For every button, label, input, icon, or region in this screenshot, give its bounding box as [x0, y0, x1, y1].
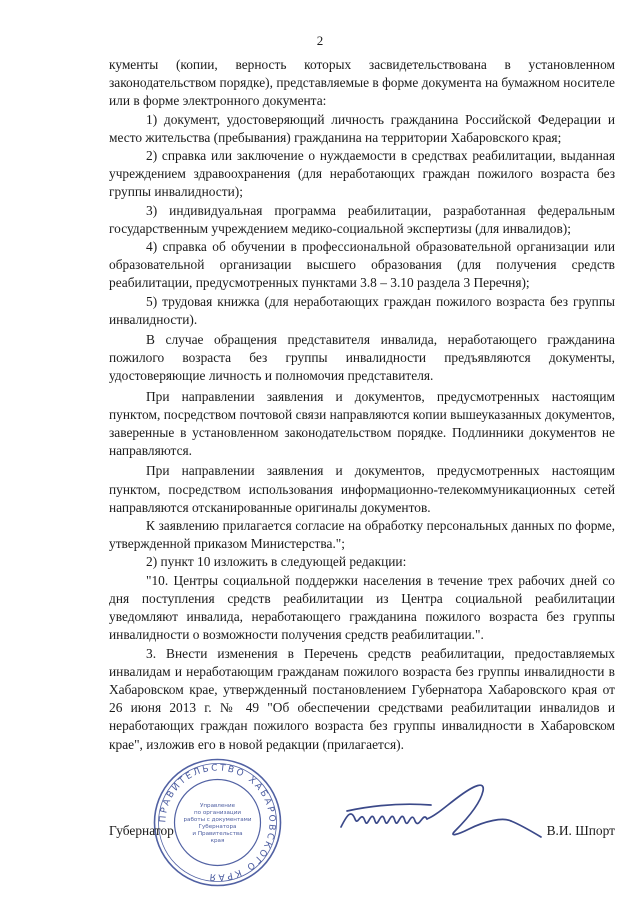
paragraph-continuation: кументы (копии, верность которых засвидетельствована в установленном законодательством порядке), представляемые в форме документа на бумажном носителе или в форме электронного документа:: [109, 57, 615, 109]
paragraph-point-10-text: "10. Центры социальной поддержки населения в течение трех рабочих дней со дня поступления средств реабилитации из Центра социальной реабилитации уведомляют инвалида, неработающего гражданина пожилого возраста без группы инвалидности о возможности получения средств реабилитации.".: [109, 572, 615, 643]
paragraph-item-2: 2) справка или заключение о нуждаемости в средствах реабилитации, выданная учреждением здравоохранения (для неработающих граждан пожилого возраста без группы инвалидности);: [109, 148, 615, 200]
paragraph-representative: В случае обращения представителя инвалида, неработающего гражданина пожилого возраста без группы инвалидности предъявляются документы, удостоверяющие личность и полномочия представителя.: [109, 332, 615, 384]
signatory-title: Губернатор: [109, 823, 174, 838]
signatory-name: В.И. Шпорт: [546, 823, 615, 838]
paragraph-electronic: При направлении заявления и документов, предусмотренных настоящим пунктом, посредством использования информационно-телекоммуникационных сетей направляются отсканированные оригиналы документов.: [109, 463, 615, 515]
signature-block: [109, 822, 615, 842]
paragraph-point-10: 2) пункт 10 изложить в следующей редакции:: [146, 554, 407, 570]
paragraph-amendment-3: 3. Внести изменения в Перечень средств реабилитации, предоставляемых инвалидам и неработающим гражданам пожилого возраста без группы инвалидности в Хабаровском крае, утвержденный постановлением Губернатора Хабаровского края от 26 июня 2013 г. № 49 "Об обеспечении средствами реабилитации инвалидов и неработающих граждан пожилого возраста без группы инвалидности в Хабаровском крае", изложив его в новой редакции (прилагается).: [109, 645, 615, 752]
paragraph-item-3: 3) индивидуальная программа реабилитации, разработанная федеральным государственным учреждением медико-социальной экспертизы (для инвалидов);: [109, 202, 615, 236]
paragraph-postal: При направлении заявления и документов, предусмотренных настоящим пунктом, посредством почтовой связи направляются копии вышеуказанных документов, заверенные в установленном законодательством порядке. Подлинники документов не направляются.: [109, 388, 615, 459]
svg-text:по организации: по организации: [194, 810, 241, 816]
paragraph-consent: К заявлению прилагается согласие на обработку персональных данных по форме, утвержденной приказом Министерства.";: [109, 518, 615, 552]
paragraph-item-1: 1) документ, удостоверяющий личность гражданина Российской Федерации и место жительства (пребывания) гражданина на территории Хабаровского края;: [109, 111, 615, 145]
document-body: [109, 56, 615, 754]
page-number: 2: [316, 33, 324, 48]
seal-ring-text: ПРАВИТЕЛЬСТВО ХАБАРОВСКОГО КРАЯ: [158, 763, 277, 882]
paragraph-item-5: 5) трудовая книжка (для неработающих граждан пожилого возраста без группы инвалидности).: [109, 293, 615, 327]
svg-text:и Правительства: и Правительства: [192, 831, 243, 837]
paragraph-item-4: 4) справка об обучении в профессиональной образовательной организации или образовательной организации высшего образования (для получения средств реабилитации, предусмотренных пунктами 3.8 – 3.10 раздела 3 Перечня);: [109, 239, 615, 291]
svg-text:края: края: [210, 838, 225, 844]
svg-text:Управление: Управление: [199, 803, 236, 809]
svg-text:работы с документами: работы с документами: [183, 817, 252, 823]
svg-text:Губернатора: Губернатора: [198, 824, 237, 830]
